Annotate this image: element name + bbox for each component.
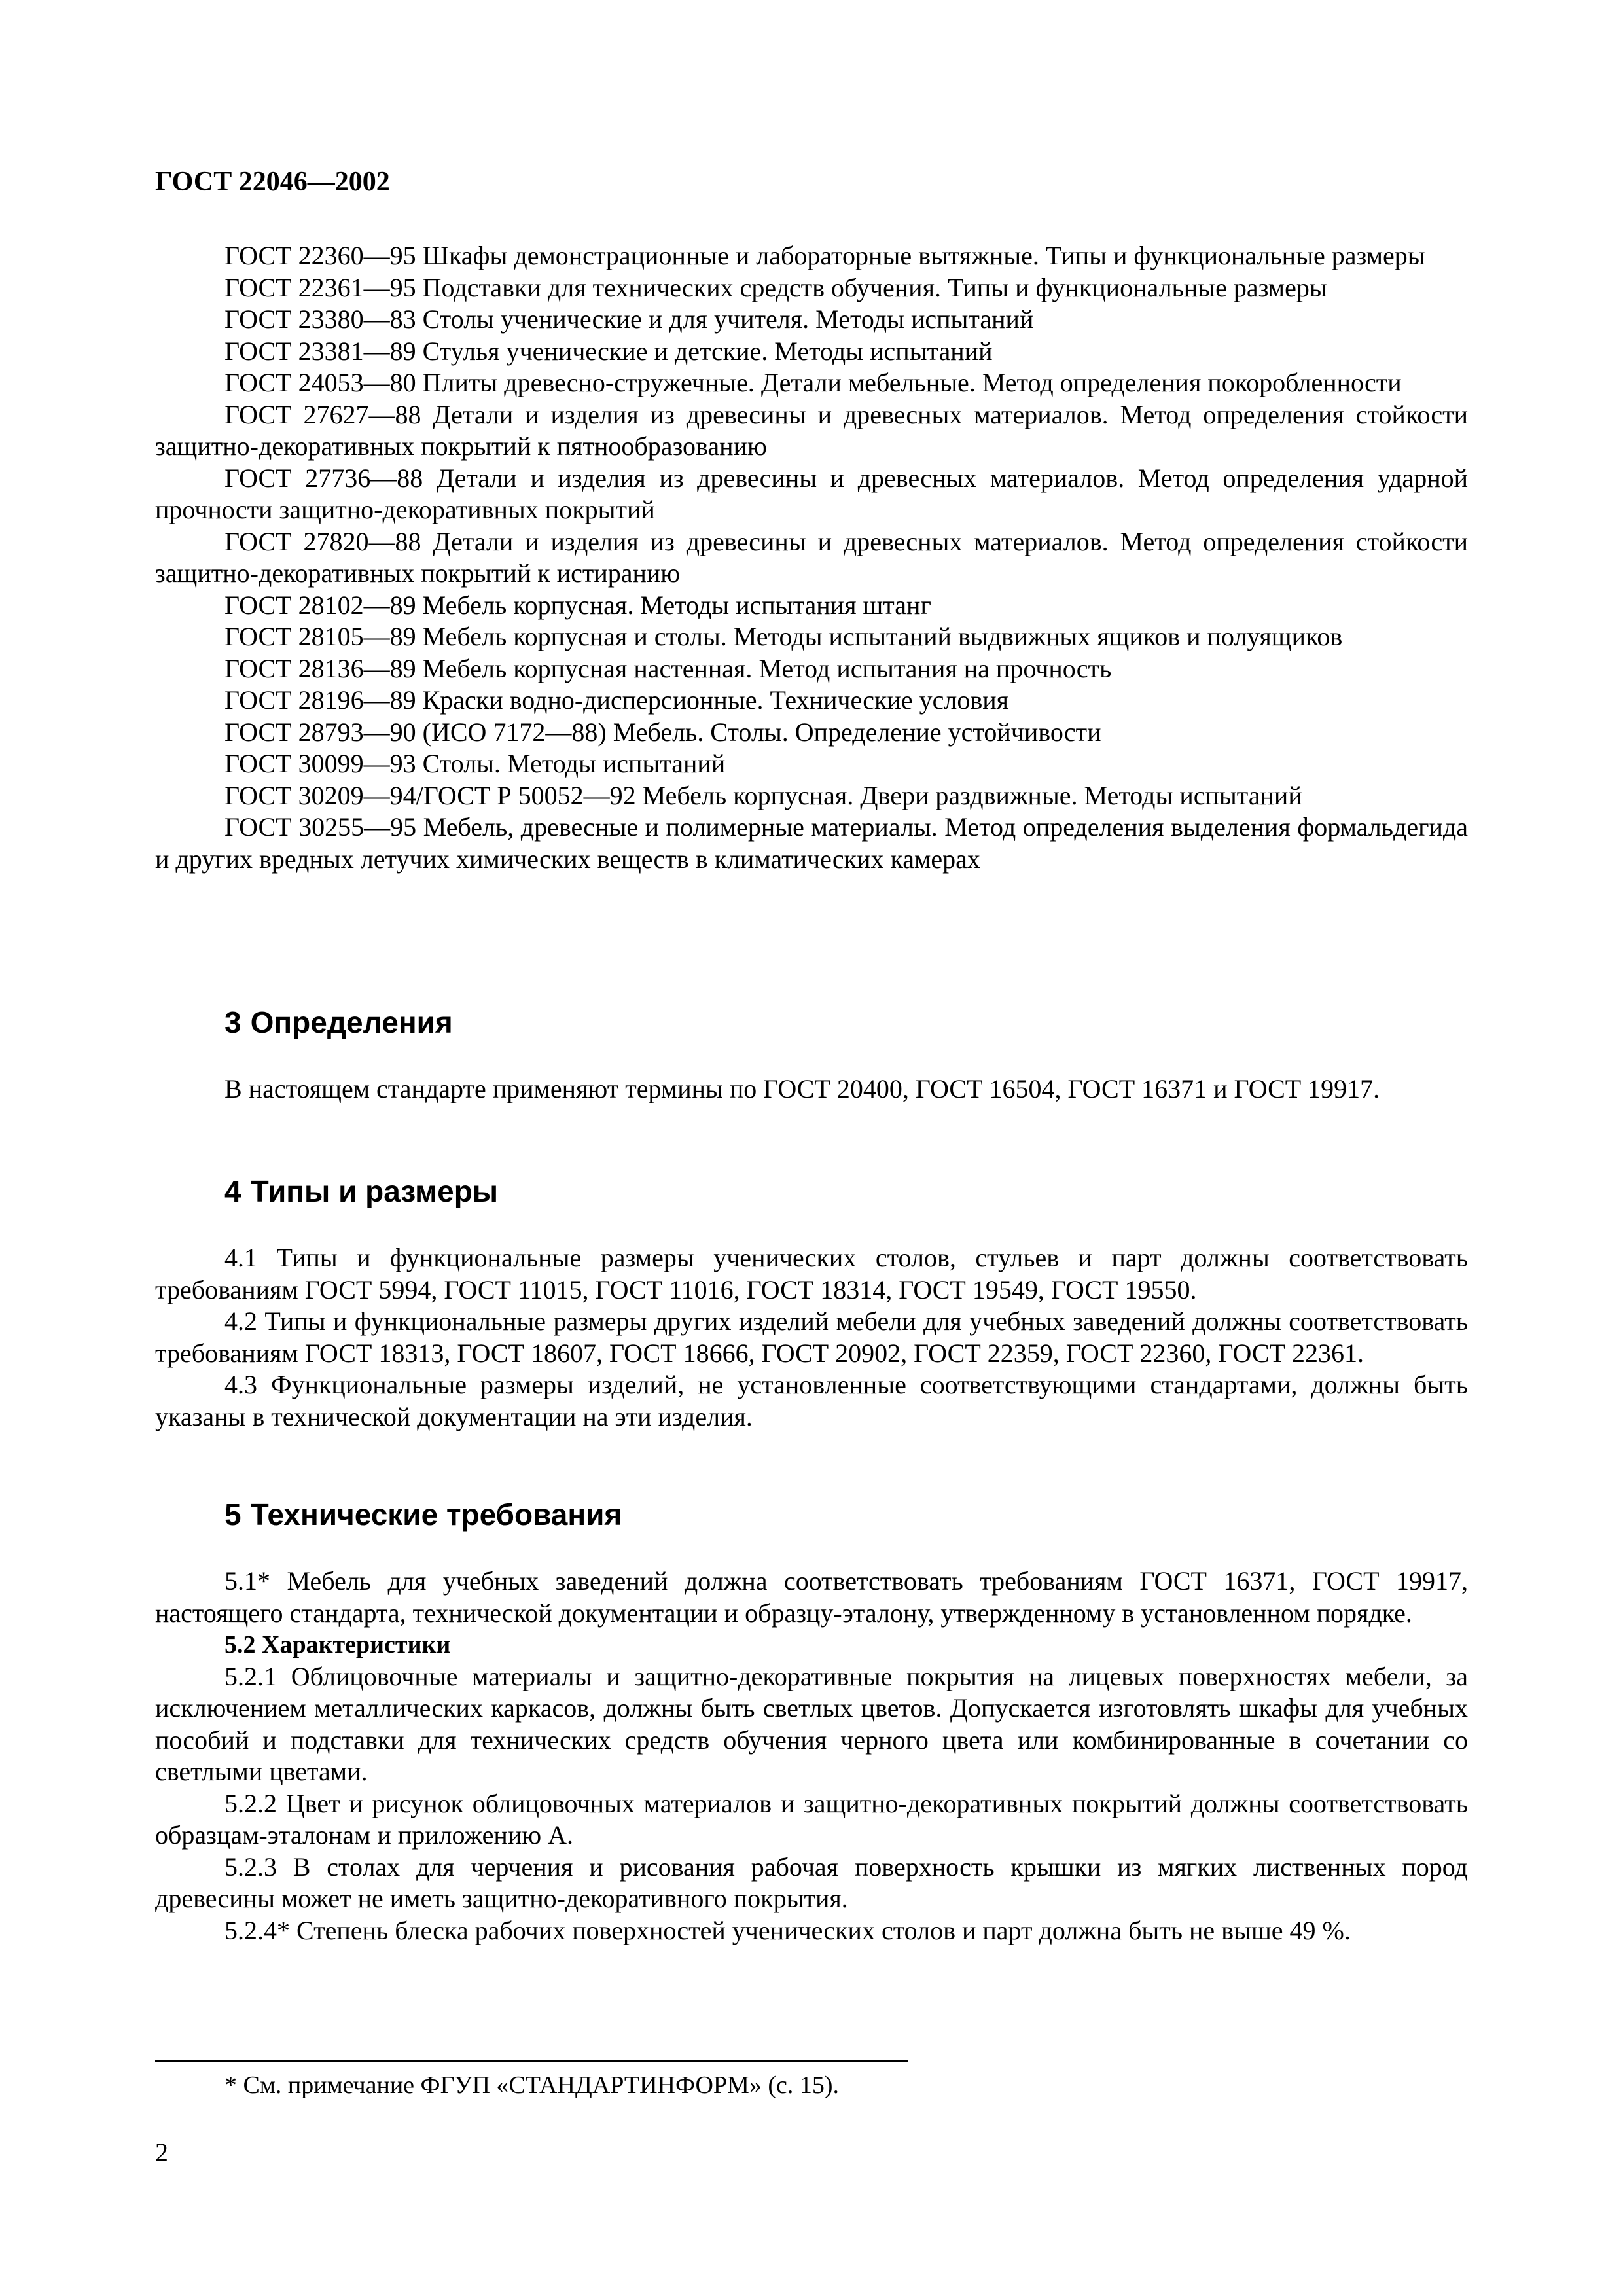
- section-title: Типы и размеры: [250, 1174, 499, 1208]
- reference-item: ГОСТ 24053—80 Плиты древесно-стружечные. Детали мебельные. Метод определения покоробленности: [224, 368, 1402, 397]
- paragraph: 5.2.3 В столах для черчения и рисования рабочая поверхность крышки из мягких лиственных пород древесины может не иметь защитно-декоративного покрытия.: [155, 1852, 1468, 1913]
- section-number: 3: [224, 1005, 241, 1039]
- section-title: Определения: [250, 1005, 453, 1039]
- section-3-heading: [155, 1003, 1537, 1042]
- paragraph: 5.1* Мебель для учебных заведений должна соответствовать требованиям ГОСТ 16371, ГОСТ 19917, настоящего стандарта, технической документации и образцу-эталону, утвержденному в установленном порядке.: [155, 1566, 1468, 1628]
- reference-item: ГОСТ 28196—89 Краски водно-дисперсионные. Технические условия: [224, 685, 1009, 715]
- reference-item: ГОСТ 28105—89 Мебель корпусная и столы. Методы испытаний выдвижных ящиков и полуящиков: [224, 622, 1343, 651]
- paragraph: 5.2.2 Цвет и рисунок облицовочных материалов и защитно-декоративных покрытий должны соответствовать образцам-эталонам и приложению А.: [155, 1788, 1468, 1850]
- paragraph: 5.2.4* Степень блеска рабочих поверхностей ученических столов и парт должна быть не выше 49 %.: [224, 1915, 1351, 1945]
- reference-item: ГОСТ 30209—94/ГОСТ Р 50052—92 Мебель корпусная. Двери раздвижные. Методы испытаний: [224, 780, 1302, 810]
- reference-item: ГОСТ 23380—83 Столы ученические и для учителя. Методы испытаний: [224, 304, 1034, 334]
- footnote: * См. примечание ФГУП «СТАНДАРТИНФОРМ» (с. 15).: [224, 2072, 840, 2099]
- normative-references-list: [155, 240, 1468, 875]
- paragraph: 4.1 Типы и функциональные размеры ученических столов, стульев и парт должны соответствовать требованиям ГОСТ 5994, ГОСТ 11015, ГОСТ 11016, ГОСТ 18314, ГОСТ 19549, ГОСТ 19550.: [155, 1243, 1468, 1304]
- section-4-heading: [155, 1172, 1537, 1211]
- footnote-divider: [155, 2060, 908, 2062]
- reference-item: ГОСТ 27820—88 Детали и изделия из древесины и древесных материалов. Метод определения стойкости защитно-декоративных покрытий к истиранию: [155, 526, 1468, 588]
- reference-item: ГОСТ 30255—95 Мебель, древесные и полимерные материалы. Метод определения выделения формальдегида и других вредных летучих химических веществ в климатических камерах: [155, 812, 1468, 874]
- page-number: 2: [155, 2138, 168, 2167]
- section-number: 5: [224, 1498, 241, 1532]
- reference-item: ГОСТ 28793—90 (ИСО 7172—88) Мебель. Столы. Определение устойчивости: [224, 717, 1101, 747]
- reference-item: ГОСТ 22361—95 Подставки для технических средств обучения. Типы и функциональные размеры: [224, 272, 1327, 302]
- section-5-body: [155, 1566, 1468, 1946]
- paragraph: 4.3 Функциональные размеры изделий, не установленные соответствующими стандартами, должны быть указаны в технической документации на эти изделия.: [155, 1370, 1468, 1431]
- paragraph: 4.2 Типы и функциональные размеры других изделий мебели для учебных заведений должны соответствовать требованиям ГОСТ 18313, ГОСТ 18607, ГОСТ 18666, ГОСТ 20902, ГОСТ 22359, ГОСТ 22360, ГОСТ 22361.: [155, 1306, 1468, 1368]
- paragraph: В настоящем стандарте применяют термины по ГОСТ 20400, ГОСТ 16504, ГОСТ 16371 и ГОСТ 19917.: [224, 1074, 1380, 1103]
- paragraph: 5.2.1 Облицовочные материалы и защитно-декоративные покрытия на лицевых поверхностях мебели, за исключением металлических каркасов, должны быть светлых цветов. Допускается изготовлять шкафы для учебных пособий и подставки для технических средств обучения черного цвета или комбинированные в сочетании со светлыми цветами.: [155, 1661, 1468, 1786]
- reference-item: ГОСТ 23381—89 Стулья ученические и детские. Методы испытаний: [224, 336, 993, 366]
- reference-item: ГОСТ 28136—89 Мебель корпусная настенная. Метод испытания на прочность: [224, 653, 1112, 683]
- section-number: 4: [224, 1174, 241, 1208]
- subsection-heading: 5.2 Характеристики: [224, 1631, 451, 1659]
- reference-item: ГОСТ 27627—88 Детали и изделия из древесины и древесных материалов. Метод определения стойкости защитно-декоративных покрытий к пятнообразованию: [155, 399, 1468, 461]
- reference-item: ГОСТ 27736—88 Детали и изделия из древесины и древесных материалов. Метод определения ударной прочности защитно-декоративных покрытий: [155, 463, 1468, 524]
- section-5-heading: [155, 1495, 1537, 1534]
- section-4-body: [155, 1242, 1468, 1433]
- section-3-body: [155, 1073, 1468, 1105]
- section-title: Технические требования: [250, 1498, 622, 1532]
- reference-item: ГОСТ 22360—95 Шкафы демонстрационные и лабораторные вытяжные. Типы и функциональные размеры: [224, 241, 1425, 270]
- reference-item: ГОСТ 28102—89 Мебель корпусная. Методы испытания штанг: [224, 590, 931, 620]
- reference-item: ГОСТ 30099—93 Столы. Методы испытаний: [224, 749, 726, 778]
- document-designation: ГОСТ 22046—2002: [155, 167, 390, 197]
